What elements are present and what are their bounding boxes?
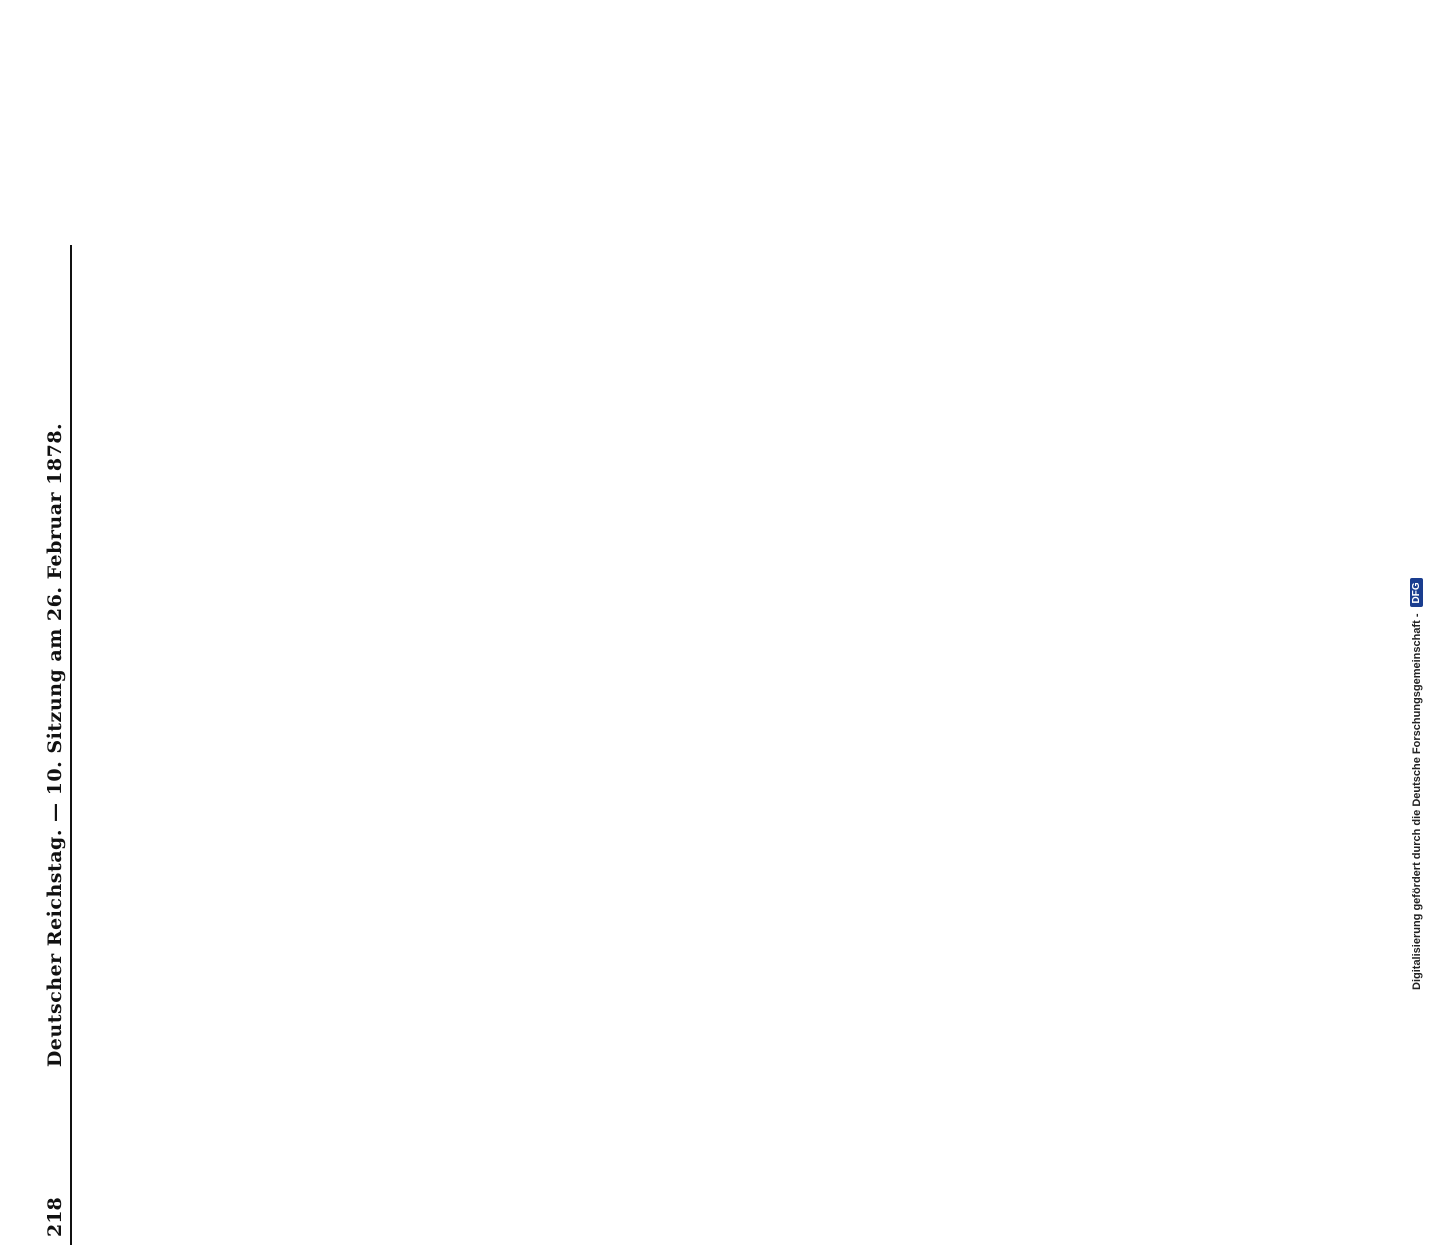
right-column: [84, 253, 1390, 733]
digitization-note: Digitalisierung gefördert durch die Deutsche Forschungsgemeinschaft -: [1410, 613, 1423, 990]
digitization-sidebar: [1408, 0, 1432, 1000]
page-number: 218: [44, 1197, 66, 1237]
text-columns: [84, 245, 1390, 1245]
digitization-credit: [1410, 5, 1423, 990]
document-page: [40, 245, 1400, 1245]
left-column: [84, 757, 1390, 1237]
running-title: Deutscher Reichstag. — 10. Sitzung am 26. Februar 1878.: [44, 422, 66, 1068]
page-header: [40, 245, 72, 1245]
dfg-logo: DFG: [1410, 578, 1423, 607]
